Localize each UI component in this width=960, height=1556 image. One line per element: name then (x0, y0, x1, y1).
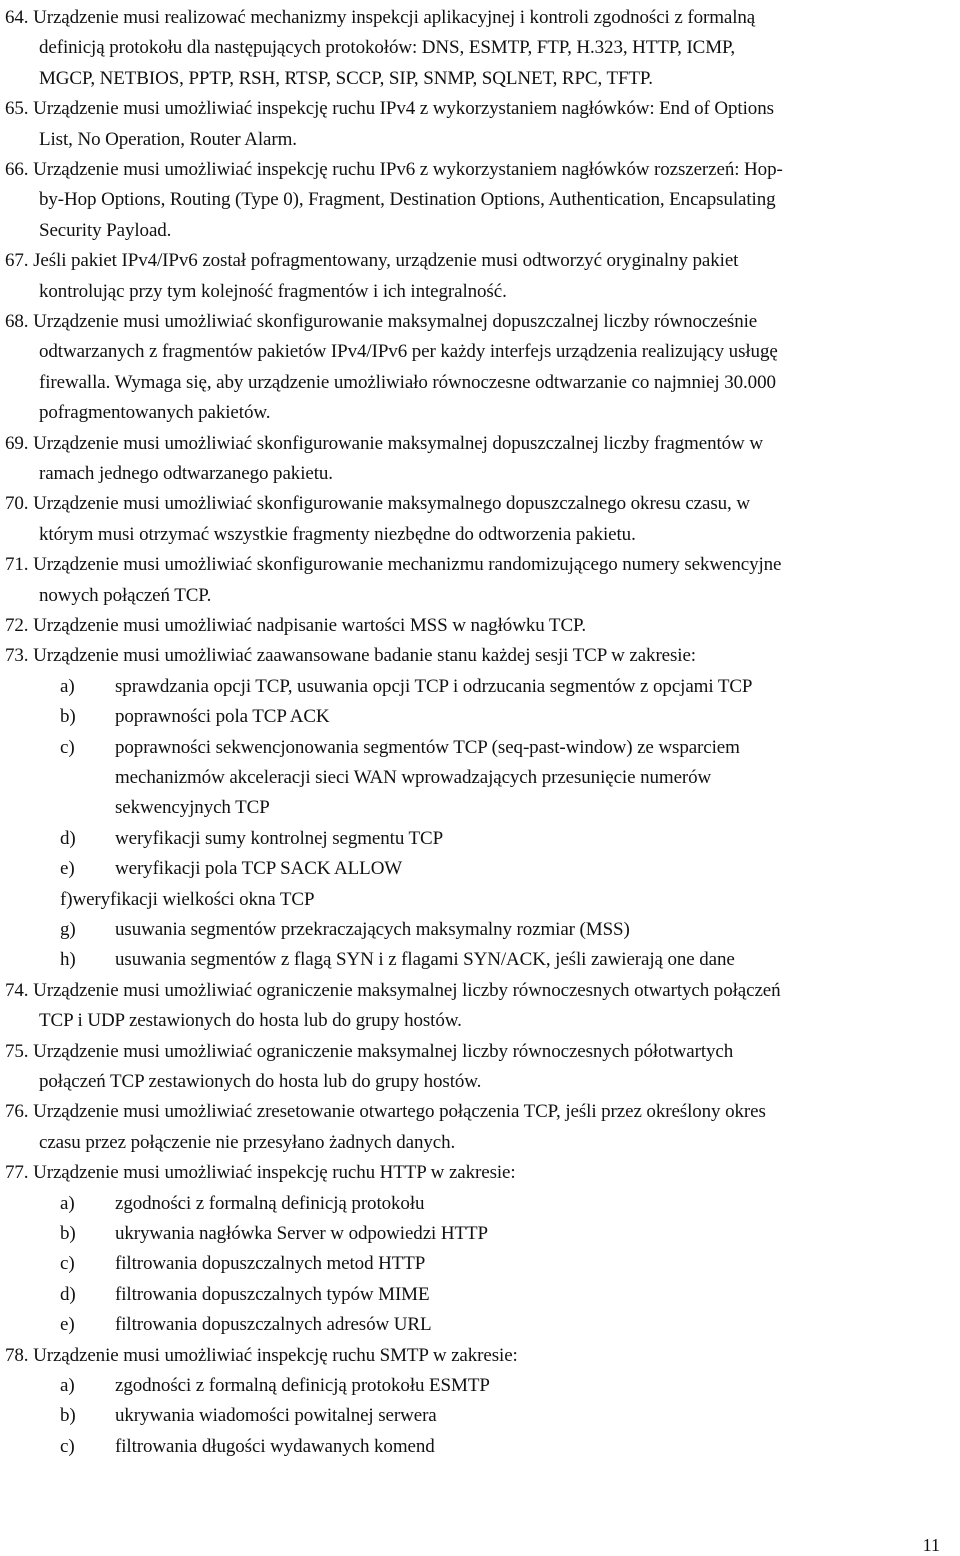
sub-item-text: sekwencyjnych TCP (115, 797, 270, 819)
list-item (5, 429, 950, 490)
text-line: 70. Urządzenie musi umożliwiać skonfigurowanie maksymalnego dopuszczalnego okresu czasu, w (5, 493, 750, 515)
text-line: 65. Urządzenie musi umożliwiać inspekcję ruchu IPv4 z wykorzystaniem nagłówków: End of Options (5, 98, 774, 120)
sub-item-line (60, 1249, 940, 1279)
sub-item-text: usuwania segmentów przekraczających maksymalny rozmiar (MSS) (115, 919, 630, 940)
sub-list-item (60, 1219, 940, 1249)
text-line: 69. Urządzenie musi umożliwiać skonfigurowanie maksymalnej dopuszczalnej liczby fragmentów w (5, 432, 763, 454)
list-item (5, 489, 950, 550)
sub-list-item (60, 1189, 940, 1219)
sub-item-text: filtrowania dopuszczalnych metod HTTP (115, 1253, 426, 1275)
sub-item-text: filtrowania długości wydawanych komend (115, 1435, 435, 1457)
text-line: czasu przez połączenie nie przesyłano żadnych danych. (39, 1131, 456, 1153)
list-item (5, 1341, 950, 1371)
sub-list-item (60, 733, 940, 824)
list-item (5, 1097, 950, 1158)
list-item (5, 550, 950, 611)
sub-item-line (60, 672, 940, 702)
sub-item-text: weryfikacji pola TCP SACK ALLOW (115, 858, 403, 880)
sub-item-line (60, 733, 940, 763)
list-item (5, 1037, 950, 1098)
sub-item-text: poprawności pola TCP ACK (115, 706, 330, 728)
sub-item-letter: e) (60, 858, 75, 880)
list-item (5, 641, 950, 671)
sub-list-item (60, 824, 940, 854)
sub-list-item (60, 1249, 940, 1279)
sub-item-letter: h) (60, 949, 76, 971)
text-line: 71. Urządzenie musi umożliwiać skonfigurowanie mechanizmu randomizującego numery sekwencyjne (5, 554, 782, 576)
sub-list-item (60, 672, 940, 702)
sub-item-text: sprawdzania opcji TCP, usuwania opcji TCP i odrzucania segmentów z opcjami TCP (115, 675, 753, 697)
text-line: Security Payload. (39, 219, 172, 241)
text-line: 66. Urządzenie musi umożliwiać inspekcję ruchu IPv6 z wykorzystaniem nagłówków rozszerzeń: Hop- (5, 159, 783, 180)
sub-item-text: weryfikacji sumy kontrolnej segmentu TCP (115, 827, 444, 849)
sub-item-line (60, 945, 940, 975)
sub-item-text: zgodności z formalną definicją protokołu ESMTP (115, 1375, 490, 1396)
text-line: 76. Urządzenie musi umożliwiać zresetowanie otwartego połączenia TCP, jeśli przez określony okres (5, 1101, 766, 1123)
text-line: MGCP, NETBIOS, PPTP, RSH, RTSP, SCCP, SIP, SNMP, SQLNET, RPC, TFTP. (39, 67, 653, 89)
text-line: którym musi otrzymać wszystkie fragmenty niezbędne do odtworzenia pakietu. (39, 523, 636, 545)
sub-item-letter: g) (60, 919, 76, 940)
sub-item-line (60, 1189, 940, 1219)
text-line: pofragmentowanych pakietów. (39, 402, 271, 424)
sub-list-item (60, 702, 940, 732)
text-line: 67. Jeśli pakiet IPv4/IPv6 został pofragmentowany, urządzenie musi odtworzyć oryginalny pakiet (5, 250, 739, 272)
text-line: kontrolując przy tym kolejność fragmentów i ich integralność. (39, 280, 507, 302)
sub-list-item (60, 915, 940, 945)
sub-list-item (60, 945, 940, 975)
text-line: 68. Urządzenie musi umożliwiać skonfigurowanie maksymalnej dopuszczalnej liczby równocześnie (5, 311, 758, 332)
sub-item-letter: c) (60, 736, 75, 758)
text-line: odtwarzanych z fragmentów pakietów IPv4/IPv6 per każdy interfejs urządzenia realizujący usługę (39, 341, 778, 363)
list-item (5, 611, 950, 641)
sub-list-item (60, 885, 940, 915)
sub-item-letter: c) (60, 1435, 75, 1457)
sub-item-letter: d) (60, 1283, 76, 1305)
sub-item-text: zgodności z formalną definicją protokołu (115, 1192, 425, 1214)
sub-list-item (60, 854, 940, 884)
list-item (5, 976, 950, 1037)
page-number: 11 (922, 1535, 940, 1555)
sub-item-letter: b) (60, 706, 76, 728)
text-line: 75. Urządzenie musi umożliwiać ograniczenie maksymalnej liczby równoczesnych półotwartych (5, 1040, 734, 1062)
sub-item-line (60, 1310, 940, 1340)
text-line: definicją protokołu dla następujących protokołów: DNS, ESMTP, FTP, H.323, HTTP, ICMP, (39, 37, 736, 59)
text-line: 73. Urządzenie musi umożliwiać zaawansowane badanie stanu każdej sesji TCP w zakresie: (5, 645, 696, 667)
sub-item-text: poprawności sekwencjonowania segmentów TCP (seq-past-window) ze wsparciem (115, 736, 740, 758)
text-line: 64. Urządzenie musi realizować mechanizmy inspekcji aplikacyjnej i kontroli zgodności z formalną (5, 7, 756, 28)
list-item (5, 246, 950, 307)
sub-item-text: usuwania segmentów z flagą SYN i z flagami SYN/ACK, jeśli zawierają one dane (115, 949, 735, 971)
text-line: 77. Urządzenie musi umożliwiać inspekcję ruchu HTTP w zakresie: (5, 1162, 516, 1184)
sub-item-line (60, 1219, 940, 1249)
sub-list-item (60, 1401, 940, 1431)
sub-item-letter: e) (60, 1314, 75, 1336)
sub-list-item (60, 1371, 940, 1401)
text-line: List, No Operation, Router Alarm. (39, 128, 297, 150)
list-item (5, 94, 950, 155)
sub-item-line (60, 1280, 940, 1310)
sub-item-text: filtrowania dopuszczalnych adresów URL (115, 1314, 432, 1336)
text-line: 78. Urządzenie musi umożliwiać inspekcję ruchu SMTP w zakresie: (5, 1344, 518, 1366)
sub-item-line (60, 824, 940, 854)
list-item (5, 155, 950, 246)
sub-item-letter: d) (60, 827, 76, 849)
sub-item-line (60, 1371, 940, 1401)
sub-item-letter: a) (60, 1192, 75, 1214)
text-line: by-Hop Options, Routing (Type 0), Fragment, Destination Options, Authentication, Encapsulating (39, 189, 776, 211)
sub-item-letter: b) (60, 1405, 76, 1427)
sub-item-line (60, 915, 940, 945)
sub-item-letter: b) (60, 1223, 76, 1244)
sub-item-letter: a) (60, 1375, 75, 1396)
sub-item-text: ukrywania nagłówka Server w odpowiedzi HTTP (115, 1223, 488, 1244)
sub-item-letter: a) (60, 675, 75, 697)
sub-item-text: ukrywania wiadomości powitalnej serwera (115, 1405, 437, 1427)
sub-item-letter: c) (60, 1253, 75, 1275)
sub-item-text: f)weryfikacji wielkości okna TCP (60, 888, 315, 910)
sub-item-line (60, 702, 940, 732)
text-line: nowych połączeń TCP. (39, 584, 212, 606)
text-line: 72. Urządzenie musi umożliwiać nadpisanie wartości MSS w nagłówku TCP. (5, 615, 587, 636)
text-line: 74. Urządzenie musi umożliwiać ograniczenie maksymalnej liczby równoczesnych otwartych połączeń (5, 979, 781, 1001)
sub-item-text: mechanizmów akceleracji sieci WAN wprowadzających przesunięcie numerów (115, 766, 712, 788)
sub-item-text: filtrowania dopuszczalnych typów MIME (115, 1283, 430, 1305)
sub-item-line (60, 1401, 940, 1431)
sub-list-item (60, 1310, 940, 1340)
text-line: firewalla. Wymaga się, aby urządzenie umożliwiało równoczesne odtwarzanie co najmniej 30.000 (39, 371, 776, 393)
list-item (5, 1158, 950, 1188)
text-line: TCP i UDP zestawionych do hosta lub do grupy hostów. (39, 1010, 462, 1032)
text-line: połączeń TCP zestawionych do hosta lub do grupy hostów. (39, 1070, 482, 1092)
sub-item-line (60, 1432, 940, 1462)
sub-list-item (60, 1432, 940, 1462)
list-item (5, 3, 950, 94)
list-item (5, 307, 950, 429)
sub-item-line (60, 854, 940, 884)
sub-list-item (60, 1280, 940, 1310)
text-line: ramach jednego odtwarzanego pakietu. (39, 462, 333, 484)
